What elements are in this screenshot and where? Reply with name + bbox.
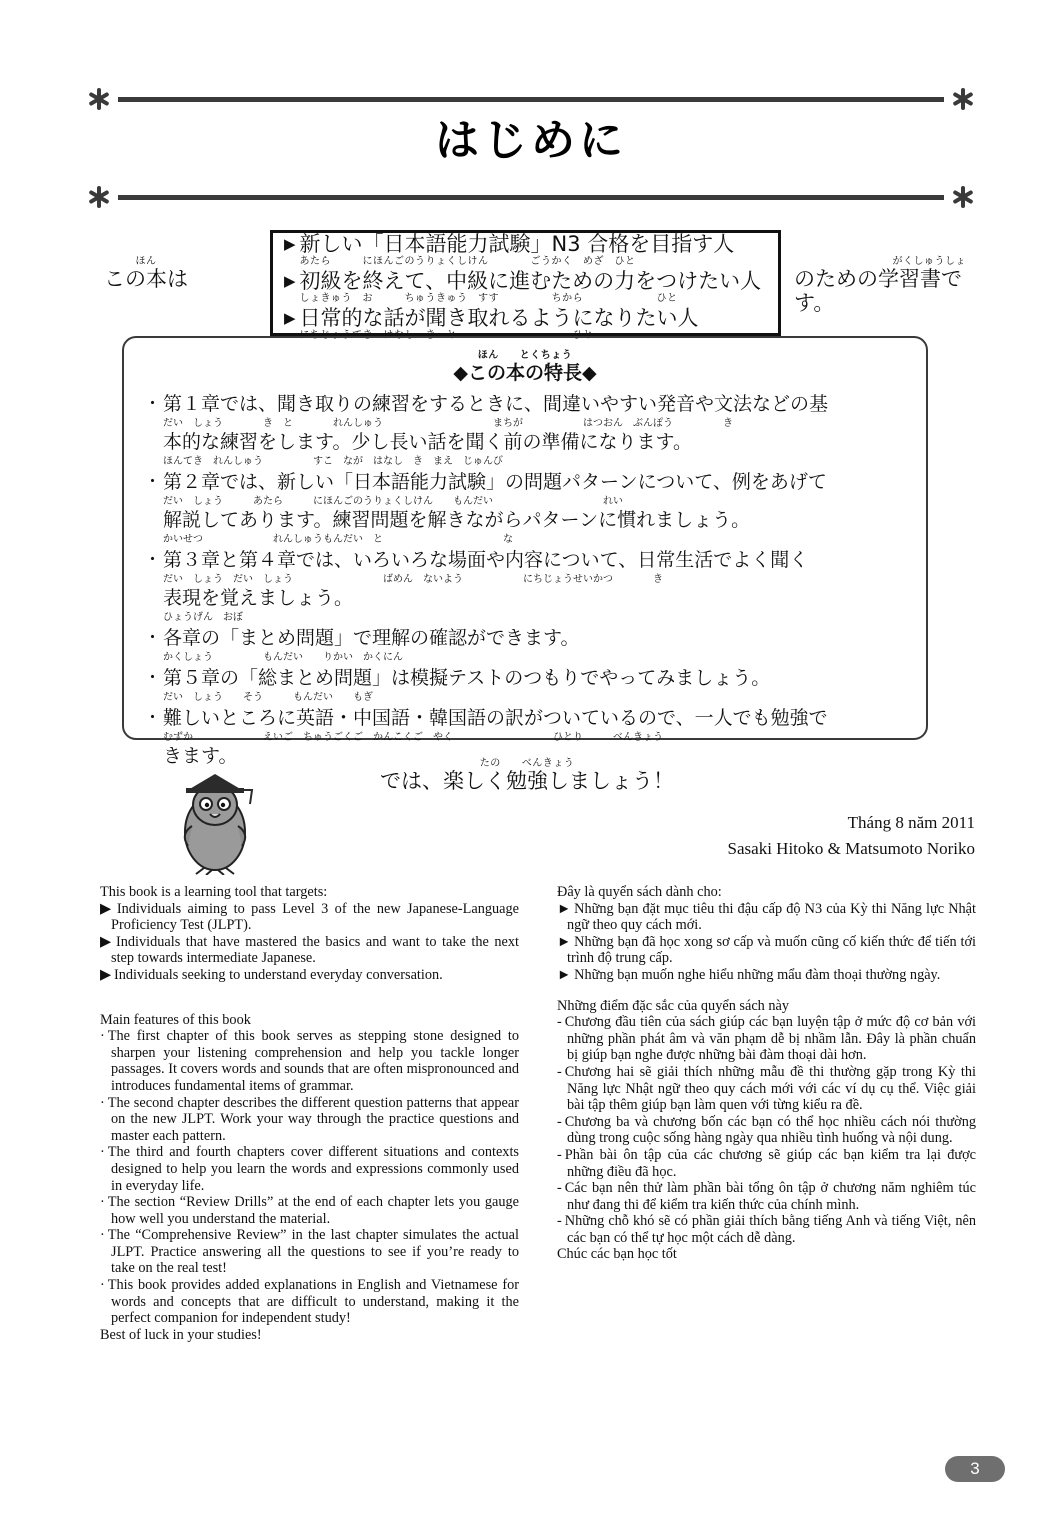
intro-item-ruby: あたら にほんごのうりょくしけん ごうかく めざ ひと — [299, 256, 636, 267]
list-item — [557, 1180, 976, 1213]
features-title-text: ◆この本の特長◆ — [453, 362, 597, 384]
triangle-bullet-icon: ▶ — [284, 272, 296, 290]
list-item-text: Những bạn đặt mục tiêu thi đậu cấp độ N3 của Kỳ thi Năng lực Nhật ngữ theo quy cách mới. — [567, 900, 976, 934]
feature-line: 本的な練習をします。少し長い話を聞く前の準備になります。 — [163, 431, 692, 453]
intro-tail-text: のための学習書です。 — [794, 267, 962, 315]
list-item — [557, 1014, 976, 1064]
list-item-text: Individuals aiming to pass Level 3 of the new Japanese-Language Proficiency Test (JLPT). — [111, 900, 519, 934]
dot-bullet-icon: ・ — [144, 628, 161, 648]
feature-line: 各章の「まとめ問題」で理解の確認ができます。 — [163, 627, 580, 649]
list-item-text: The “Comprehensive Review” in the last chapter simulates the actual JLPT. Practice answering all the questions to see if you’re ready to take on the real test! — [107, 1227, 519, 1277]
list-item-text: Những bạn đã học xong sơ cấp và muốn cũng cố kiến thức để tiến tới trình độ trung cấp. — [567, 933, 976, 967]
triangle-bullet-icon: ▶ — [100, 900, 114, 917]
feature-ruby: かくしょう もんだい りかい かくにん — [163, 652, 403, 663]
list-item-text: The section “Review Drills” at the end of each chapter lets you gauge how well you understand the material. — [107, 1194, 519, 1227]
list-item-text: Chương hai sẽ giải thích những mẫu đề thi thường gặp trong Kỳ thi Năng lực Nhật ngữ theo quy cách mới với các ví dụ cụ thể. Việc giải bài tập thêm giúp bạn làm quen với từng kiểu ra đề. — [564, 1063, 976, 1114]
feature-line: 第３章と第４章では、いろいろな場面や内容について、日常生活でよく聞く — [163, 549, 809, 571]
dash-bullet-icon: - — [557, 1113, 562, 1130]
feature-ruby: だい しょう そう もんだい もぎ — [163, 692, 373, 703]
triangle-bullet-icon: ▶ — [100, 933, 113, 950]
dot-bullet-icon: ・ — [144, 668, 161, 688]
dot-bullet-icon: · — [100, 1144, 105, 1161]
list-item-text: Những chỗ khó sẽ có phần giải thích bằng tiếng Anh và tiếng Việt, nên các bạn có thể tự học một cách dễ dàng. — [564, 1213, 976, 1246]
header-rule-bottom — [88, 186, 974, 208]
intro-lead — [104, 256, 188, 291]
triangle-bullet-icon: ▶ — [100, 966, 111, 983]
list-item — [100, 967, 519, 984]
intro-tail-ruby: がくしゅうしょ — [892, 256, 966, 267]
dot-bullet-icon: · — [100, 1028, 105, 1045]
list-item-text: Các bạn nên thử làm phần bài tổng ôn tập ở chương năm nghiêm túc như đang thi để kiểm tra kiến thức của chính mình. — [564, 1180, 976, 1213]
vietnamese-features-title: Những điểm đặc sắc của quyển sách này — [557, 997, 790, 1014]
intro-lead-ruby: ほん — [135, 256, 157, 267]
feature-line: 解説してあります。練習問題を解きながらパターンに慣れましょう。 — [163, 509, 751, 531]
vietnamese-column — [557, 884, 976, 1343]
list-item-text: Phần bài ôn tập của các chương sẽ giúp các bạn kiểm tra lại được những điều đã học. — [564, 1146, 976, 1180]
intro-lead-text: この本は — [104, 267, 188, 291]
vietnamese-closing: Chúc các bạn học tốt — [557, 1246, 677, 1263]
intro-item-text: 日常的な話が聞き取れるようになりたい人 — [299, 306, 699, 330]
feature-ruby: だい しょう だい しょう ばめん ないよう にちじょうせいかつ き — [163, 574, 663, 585]
list-item-text: The first chapter of this book serves as stepping stone designed to sharpen your listening comprehension and help you tackle longer passages. It covers words and sounds that are often mispronounced and introduces fundamental items of grammar. — [107, 1028, 519, 1094]
signature-date: Tháng 8 năm 2011 — [847, 813, 975, 832]
list-item — [100, 1194, 519, 1227]
english-column — [100, 884, 519, 1343]
list-item-text: Những bạn muốn nghe hiểu những mẩu đàm thoại thường ngày. — [574, 966, 941, 983]
asterisk-icon — [952, 186, 974, 208]
feature-line: 第５章の「総まとめ問題」は模擬テストのつもりでやってみましょう。 — [163, 667, 771, 689]
list-item — [557, 934, 976, 967]
triangle-bullet-icon: ► — [557, 900, 572, 917]
asterisk-icon — [88, 186, 110, 208]
translation-columns — [100, 884, 976, 1343]
feature-ruby: だい しょう き と れんしゅう まちが はつおん ぶんぽう き — [163, 418, 733, 429]
feature-line: 第２章では、新しい「日本語能力試験」の問題パターンについて、例をあげて — [163, 471, 827, 493]
triangle-bullet-icon: ► — [557, 933, 572, 950]
list-item — [144, 547, 908, 623]
greeting — [380, 758, 674, 793]
intro-tail — [794, 256, 974, 315]
list-item — [284, 232, 784, 267]
list-item — [144, 469, 908, 545]
dot-bullet-icon: · — [100, 1227, 105, 1244]
vietnamese-intro-title: Đây là quyển sách dành cho: — [557, 884, 722, 900]
list-item — [144, 665, 908, 703]
greeting-text: では、楽しく勉強しましょう！ — [380, 769, 674, 793]
features-title — [124, 350, 926, 385]
feature-ruby: ひょうげん おぼ — [163, 612, 243, 623]
feature-line: 表現を覚えましょう。 — [163, 587, 354, 609]
feature-ruby: だい しょう あたら にほんごのうりょくしけん もんだい れい — [163, 496, 623, 507]
intro-item-ruby: にちじょうてき はなし き と ひと — [299, 330, 594, 341]
list-item — [557, 1114, 976, 1147]
dash-bullet-icon: - — [557, 1014, 562, 1031]
list-item-text: Chương ba và chương bốn các bạn có thể học nhiều cách nói thường dùng trong cuộc sống hàng ngày qua nhiều tình huống và nội dung. — [564, 1113, 976, 1147]
list-item — [100, 1144, 519, 1194]
list-item — [100, 1277, 519, 1327]
feature-line: きます。 — [163, 745, 238, 767]
dot-bullet-icon: ・ — [144, 472, 161, 492]
dash-bullet-icon: - — [557, 1180, 562, 1197]
intro-item-list — [284, 232, 784, 343]
divider — [118, 195, 944, 200]
intro-item-ruby: しょきゅう お ちゅうきゅう すす ちから ひと — [299, 293, 678, 304]
list-item-text: The second chapter describes the different question patterns that appear on the new JLPT. Work your way through the practice questions and master each pattern. — [107, 1094, 519, 1144]
list-item — [144, 625, 908, 663]
list-item-text: Individuals seeking to understand everyday conversation. — [114, 966, 443, 983]
triangle-bullet-icon: ▶ — [284, 309, 296, 327]
bird-mascot-icon — [160, 760, 270, 875]
list-item — [144, 391, 908, 467]
dot-bullet-icon: ・ — [144, 394, 161, 414]
triangle-bullet-icon: ► — [557, 966, 572, 983]
dash-bullet-icon: - — [557, 1146, 562, 1163]
intro-item-text: 初級を終えて、中級に進むための力をつけたい人 — [299, 269, 762, 293]
list-item — [100, 934, 519, 967]
list-item — [100, 901, 519, 934]
intro-item-text: 新しい「日本語能力試験」N3 合格を目指す人 — [299, 232, 735, 256]
feature-ruby: ほんてき れんしゅう すこ なが はなし き まえ じゅんび — [163, 456, 503, 467]
dot-bullet-icon: · — [100, 1194, 105, 1211]
features-list — [144, 391, 908, 770]
feature-line: 第１章では、聞き取りの練習をするときに、間違いやすい発音や文法などの基 — [163, 393, 829, 415]
english-intro-title: This book is a learning tool that targets: — [100, 884, 328, 900]
list-item — [557, 1064, 976, 1114]
triangle-bullet-icon: ▶ — [284, 235, 296, 253]
list-item — [100, 1095, 519, 1145]
list-item — [557, 1213, 976, 1246]
list-item-text: Individuals that have mastered the basics and want to take the next step towards intermediate Japanese. — [111, 933, 519, 967]
signature-block — [555, 810, 975, 862]
divider — [118, 97, 944, 102]
greeting-ruby: たの べんきょう — [479, 758, 575, 769]
intro-block — [88, 228, 974, 341]
page-title: はじめに — [435, 115, 627, 166]
list-item-text: The third and fourth chapters cover different situations and contexts designed to help you learn the words and expressions commonly used in everyday life. — [107, 1144, 519, 1194]
page-number-badge: 3 — [945, 1456, 1005, 1482]
features-title-ruby: ほん とくちょう — [477, 350, 573, 361]
list-item-text: This book provides added explanations in English and Vietnamese for words and concepts that are difficult to understand, making it the perfect companion for independent study! — [107, 1277, 519, 1327]
dot-bullet-icon: ・ — [144, 550, 161, 570]
list-item — [557, 901, 976, 934]
feature-line: 難しいところに英語・中国語・韓国語の訳がついているので、一人でも勉強で — [163, 707, 828, 729]
dot-bullet-icon: · — [100, 1094, 105, 1111]
english-features-title: Main features of this book — [100, 1011, 251, 1028]
list-item — [557, 1147, 976, 1180]
list-item — [100, 1028, 519, 1094]
page-header — [88, 78, 974, 208]
list-item — [284, 269, 784, 304]
feature-ruby: かいせつ れんしゅうもんだい と な — [163, 534, 513, 545]
list-item-text: Chương đầu tiên của sách giúp các bạn luyện tập ở mức độ cơ bản với những phần phát âm và văn phạm dễ bị nhầm lẫn. Đây là phần chuẩn bị giúp bạn nghe được những bài đàm thoại dài hơn. — [564, 1014, 976, 1064]
dash-bullet-icon: - — [557, 1213, 562, 1230]
english-closing: Best of luck in your studies! — [100, 1326, 262, 1343]
dot-bullet-icon: · — [100, 1277, 105, 1294]
feature-ruby: むずか えいご ちゅうごくご かんこくご やく ひとり べんきょう — [163, 732, 663, 743]
list-item — [557, 967, 976, 984]
dash-bullet-icon: - — [557, 1063, 562, 1080]
dot-bullet-icon: ・ — [144, 708, 161, 728]
list-item — [100, 1227, 519, 1277]
signature-authors: Sasaki Hitoko & Matsumoto Noriko — [727, 839, 975, 858]
